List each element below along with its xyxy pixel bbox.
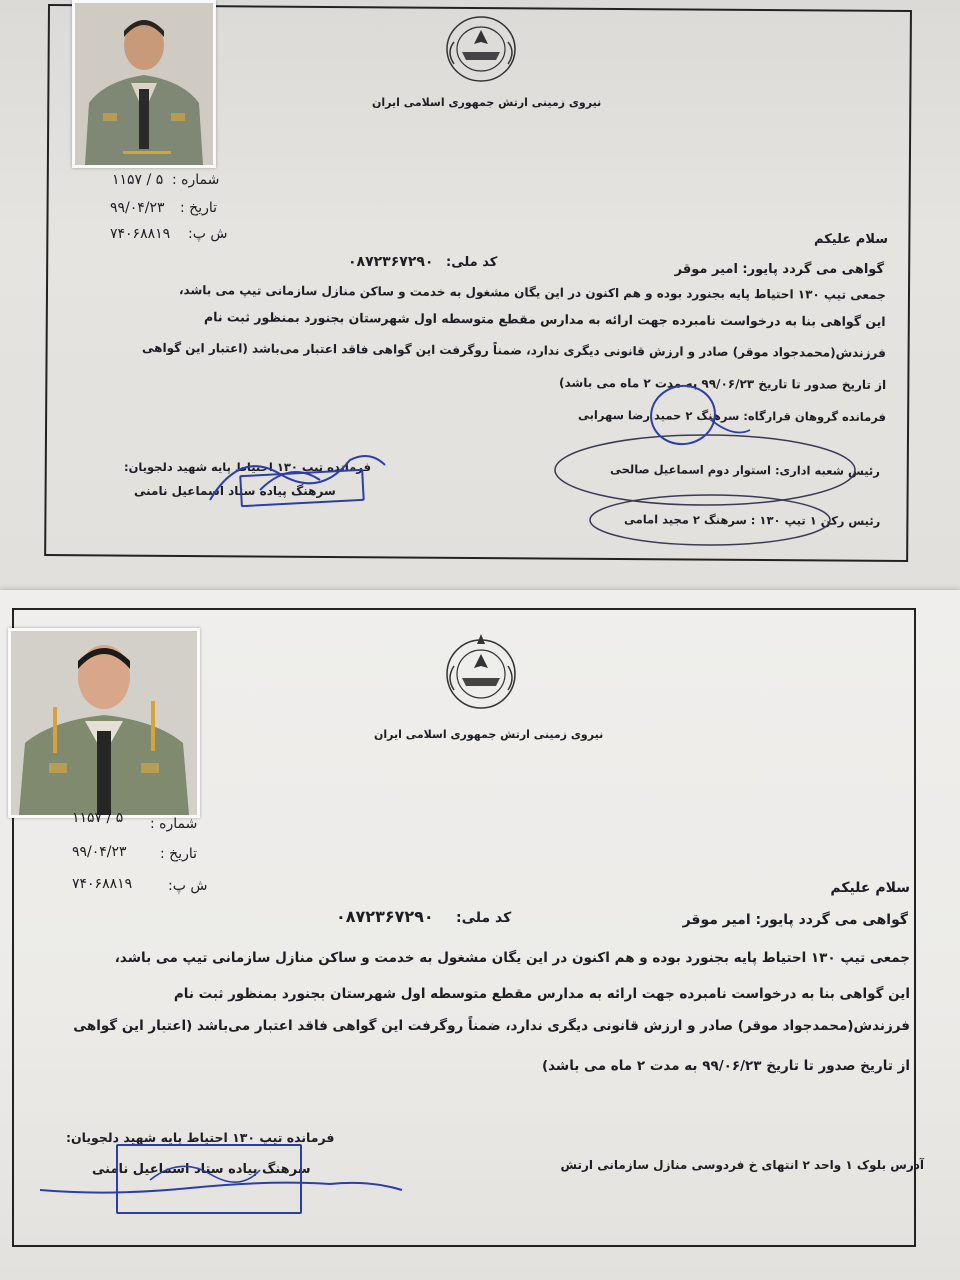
- organization-name: نیروی زمینی ارتش جمهوری اسلامی ایران: [372, 96, 602, 109]
- letter-date-value: ۹۹/۰۴/۲۳: [72, 844, 127, 860]
- personnel-number-value: ۷۴۰۶۸۸۱۹: [72, 876, 133, 892]
- body-line-3: فرزندش(محمدجواد موقر) صادر و ارزش قانونی دیگری ندارد، ضمناً روگرفت این گواهی فاقد اعتبار می‌باشد (اعتبار این گواهی: [142, 340, 887, 360]
- officials-signatures: [540, 420, 870, 560]
- letter-number-label: شماره :: [150, 816, 198, 832]
- body-line-3: فرزندش(محمدجواد موقر) صادر و ارزش قانونی دیگری ندارد، ضمناً روگرفت این گواهی فاقد اعتبار می‌باشد (اعتبار این گواهی: [73, 1018, 910, 1034]
- certify-line: گواهی می گردد پایور: امیر موقر: [682, 912, 908, 928]
- address-line: آدرس بلوک ۱ واحد ۲ انتهای خ فردوسی منازل سازمانی ارتش: [560, 1158, 924, 1172]
- commander-title: فرمانده تیپ ۱۳۰ احتیاط پایه شهید دلجویان:: [124, 460, 371, 474]
- body-line-1: جمعی تیپ ۱۳۰ احتیاط پایه بجنورد بوده و هم اکنون در این یگان مشغول به خدمت و ساکن منازل سازمانی تیپ می باشد،: [114, 950, 910, 966]
- greeting: سلام علیکم: [830, 880, 910, 896]
- commander-name: سرهنگ پیاده ستاد اسماعیل نامنی: [92, 1162, 311, 1177]
- document-copy-top: [0, 0, 960, 590]
- personnel-photo: [8, 628, 200, 818]
- national-id-label: کد ملی:: [446, 255, 498, 270]
- personnel-number-label: ش پ:: [188, 226, 228, 242]
- personnel-photo: [72, 0, 216, 168]
- group-commander: فرمانده گروهان قرارگاه: سرهنگ ۲ حمید رضا سهرابی: [578, 407, 887, 424]
- national-id-label: کد ملی:: [456, 910, 512, 926]
- body-line-2: این گواهی بنا به درخواست نامبرده جهت ارائه به مدارس مقطع متوسطه اول شهرستان بجنورد بمنظور ثبت نام: [173, 986, 910, 1002]
- army-emblem: [440, 12, 522, 86]
- organization-name: نیروی زمینی ارتش جمهوری اسلامی ایران: [374, 728, 604, 741]
- body-line-1: جمعی تیپ ۱۳۰ احتیاط پایه بجنورد بوده و هم اکنون در این یگان مشغول به خدمت و ساکن منازل سازمانی تیپ می باشد،: [179, 283, 887, 302]
- admin-head: رئیس شعبه اداری: استوار دوم اسماعیل صالحی: [610, 462, 881, 478]
- letter-date-value: ۹۹/۰۴/۲۳: [110, 200, 165, 216]
- personnel-number-value: ۷۴۰۶۸۸۱۹: [110, 226, 171, 242]
- personnel-number-label: ش پ:: [168, 878, 208, 894]
- staff-head: رئیس رکن ۱ تیپ ۱۳۰ : سرهنگ ۲ مجید امامی: [623, 512, 881, 528]
- army-emblem: [440, 628, 522, 714]
- letter-number-value: ۱۱۵۷ / ۵: [112, 172, 164, 188]
- commander-signature: [30, 1150, 410, 1210]
- certify-line: گواهی می گردد پایور: امیر موقر: [674, 262, 884, 277]
- commander-title: فرمانده تیپ ۱۳۰ احتیاط پایه شهید دلجویان:: [66, 1130, 335, 1145]
- greeting: سلام علیکم: [814, 232, 888, 247]
- national-id-value: ۰۸۷۲۳۶۷۲۹۰: [348, 254, 434, 270]
- body-line-4: از تاریخ صدور تا تاریخ ۹۹/۰۶/۲۳ به مدت ۲ ماه می باشد): [558, 375, 887, 392]
- letter-date-label: تاریخ :: [180, 200, 218, 216]
- letter-date-label: تاریخ :: [160, 846, 198, 862]
- letter-number-label: شماره :: [172, 172, 220, 188]
- body-line-4: از تاریخ صدور تا تاریخ ۹۹/۰۶/۲۳ به مدت ۲ ماه می باشد): [541, 1058, 910, 1074]
- letter-number-value: ۱۱۵۷ / ۵: [72, 810, 124, 826]
- commander-signature: [200, 430, 400, 520]
- body-line-2: این گواهی بنا به درخواست نامبرده جهت ارائه به مدارس مقطع متوسطه اول شهرستان بجنورد بمنظور ثبت نام: [204, 309, 887, 329]
- commander-name: سرهنگ پیاده ستاد اسماعیل نامنی: [134, 484, 336, 498]
- national-id-value: ۰۸۷۲۳۶۷۲۹۰: [336, 907, 434, 926]
